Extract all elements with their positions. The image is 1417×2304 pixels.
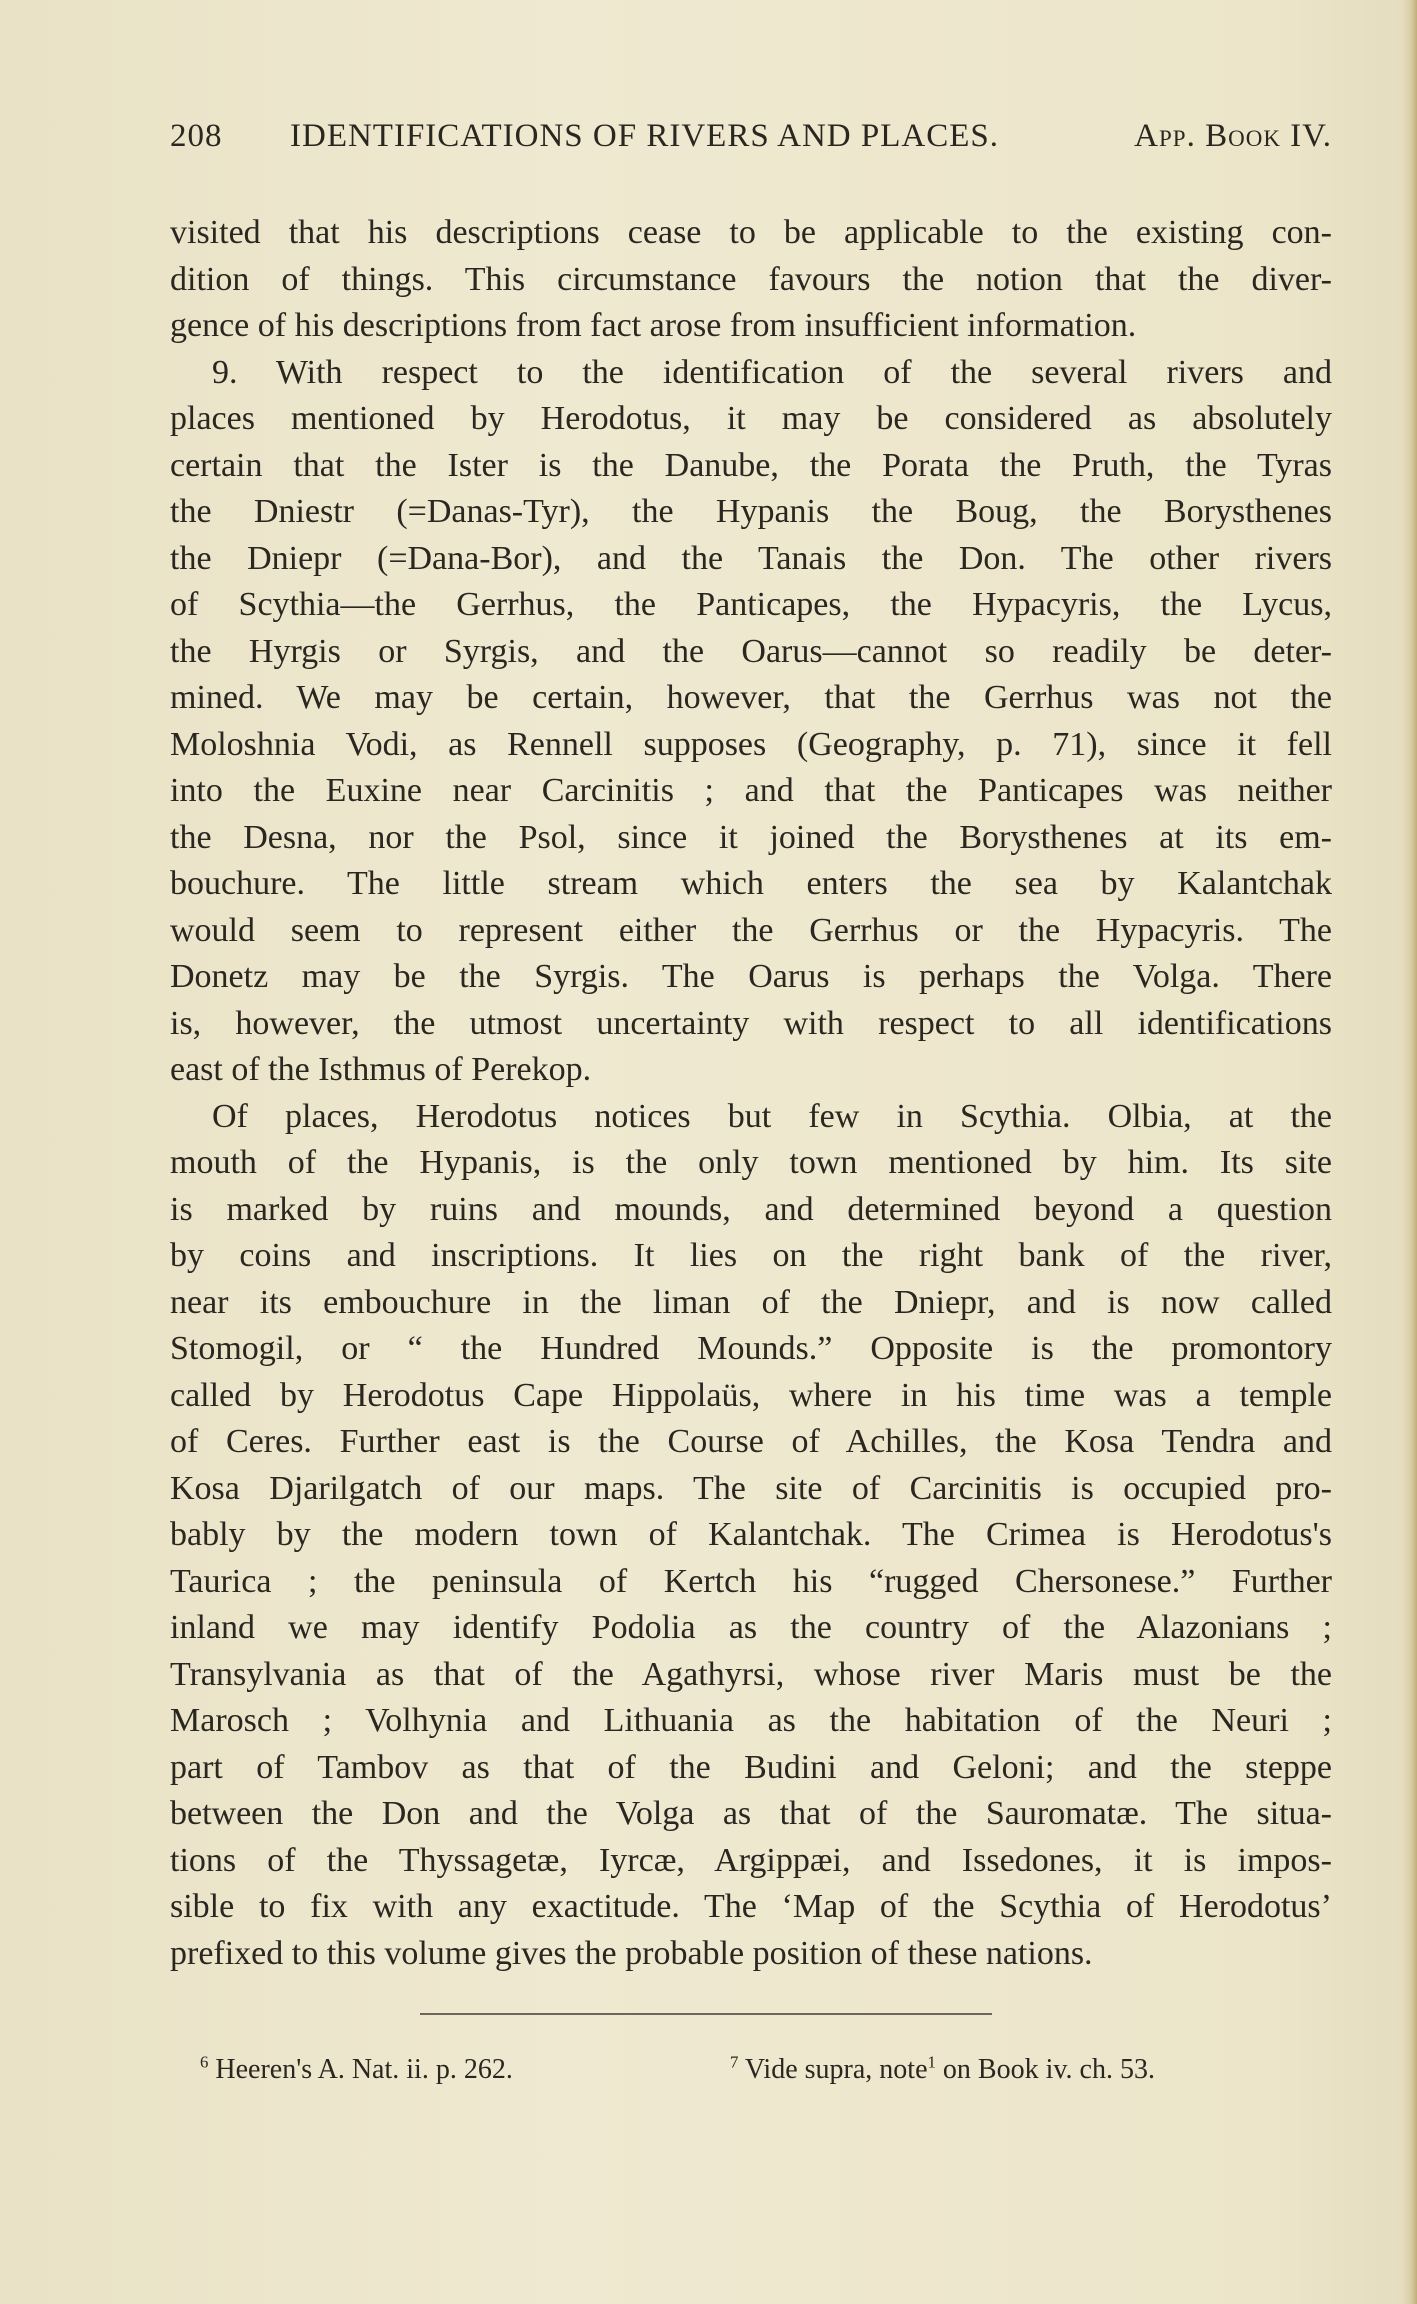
text-line: Of places, Herodotus notices but few in Scythia. Olbia, at the — [212, 1097, 1332, 1135]
text-line: Donetz may be the Syrgis. The Oarus is perhaps the Volga. There — [170, 958, 1332, 995]
text-line: Kosa Djarilgatch of our maps. The site of Carcinitis is occupied pro- — [170, 1469, 1332, 1507]
text-line: part of Tambov as that of the Budini and Geloni; and the steppe — [170, 1748, 1332, 1786]
text-line: mined. We may be certain, however, that the Gerrhus was not the — [170, 679, 1332, 716]
text-line: visited that his descriptions cease to be applicable to the existing con- — [170, 214, 1332, 251]
text-line: near its embouchure in the liman of the Dniepr, and is now called — [170, 1283, 1332, 1321]
text-line: called by Herodotus Cape Hippolaüs, where in his time was a temple — [170, 1376, 1332, 1414]
text-line: Moloshnia Vodi, as Rennell supposes (Geography, p. 71), since it fell — [170, 725, 1332, 763]
text-line: the Dniestr (=Danas-Tyr), the Hypanis the Boug, the Borysthenes — [170, 493, 1332, 530]
text-line: Marosch ; Volhynia and Lithuania as the habitation of the Neuri ; — [170, 1702, 1332, 1739]
text-line: Transylvania as that of the Agathyrsi, whose river Maris must be the — [170, 1655, 1332, 1693]
book-reference: App. Book IV. — [1134, 118, 1332, 154]
footnote-mark: 6 — [200, 2052, 209, 2072]
page-number: 208 — [170, 118, 223, 154]
footnote-mark: 7 — [730, 2052, 739, 2072]
text-line: 9. With respect to the identification of the several rivers and — [212, 353, 1332, 391]
footnote-rule — [420, 2013, 992, 2015]
text-line: certain that the Ister is the Danube, the Porata the Pruth, the Tyras — [170, 446, 1332, 484]
text-line: dition of things. This circumstance favours the notion that the diver- — [170, 260, 1332, 298]
text-line: east of the Isthmus of Perekop. — [170, 1051, 592, 1088]
text-line: is, however, the utmost uncertainty with respect to all identifications — [170, 1004, 1332, 1042]
running-title: IDENTIFICATIONS OF RIVERS AND PLACES. — [290, 118, 999, 154]
text-line: between the Don and the Volga as that of the Sauromatæ. The situa- — [170, 1795, 1332, 1832]
text-line: sible to fix with any exactitude. The ‘Map of the Scythia of Herodotus’ — [170, 1888, 1332, 1925]
text-line: bouchure. The little stream which enters the sea by Kalantchak — [170, 865, 1332, 902]
text-line: gence of his descriptions from fact arose from insufficient information. — [170, 307, 1137, 344]
footnote-6 — [200, 2052, 513, 2088]
text-line: Stomogil, or “ the Hundred Mounds.” Opposite is the promontory — [170, 1330, 1332, 1367]
text-line: is marked by ruins and mounds, and determined beyond a question — [170, 1190, 1332, 1228]
footnote-text: Heeren's A. Nat. ii. p. 262. — [215, 2054, 513, 2085]
footnote-7 — [730, 2052, 1155, 2088]
running-header — [170, 118, 1332, 172]
text-line: into the Euxine near Carcinitis ; and that the Panticapes was neither — [170, 772, 1332, 809]
footnote-text: Vide supra, note — [744, 2054, 928, 2085]
text-line: the Dniepr (=Dana-Bor), and the Tanais the Don. The other rivers — [170, 539, 1332, 577]
text-line: inland we may identify Podolia as the country of the Alazonians ; — [170, 1609, 1332, 1646]
text-line: Taurica ; the peninsula of Kertch his “rugged Chersonese.” Further — [170, 1562, 1332, 1600]
page-edge-shadow — [1403, 0, 1417, 2304]
text-line: by coins and inscriptions. It lies on the right bank of the river, — [170, 1237, 1332, 1274]
text-line: of Scythia—the Gerrhus, the Panticapes, the Hypacyris, the Lycus, — [170, 586, 1332, 623]
text-line: the Hyrgis or Syrgis, and the Oarus—cannot so readily be deter- — [170, 632, 1332, 670]
body-text — [170, 210, 1332, 1977]
footnote-inner-mark: 1 — [927, 2052, 936, 2072]
text-line: would seem to represent either the Gerrhus or the Hypacyris. The — [170, 911, 1332, 949]
footnote-text: on Book iv. ch. 53. — [942, 2054, 1155, 2085]
text-line: the Desna, nor the Psol, since it joined the Borysthenes at its em- — [170, 818, 1332, 856]
text-line: prefixed to this volume gives the probable position of these nations. — [170, 1934, 1093, 1972]
text-line: tions of the Thyssagetæ, Iyrcæ, Argippæi, and Issedones, it is impos- — [170, 1841, 1332, 1879]
text-line: places mentioned by Herodotus, it may be considered as absolutely — [170, 400, 1332, 437]
text-line: mouth of the Hypanis, is the only town mentioned by him. Its site — [170, 1144, 1332, 1181]
text-line: bably by the modern town of Kalantchak. The Crimea is Herodotus's — [170, 1516, 1332, 1553]
text-line: of Ceres. Further east is the Course of Achilles, the Kosa Tendra and — [170, 1423, 1332, 1460]
